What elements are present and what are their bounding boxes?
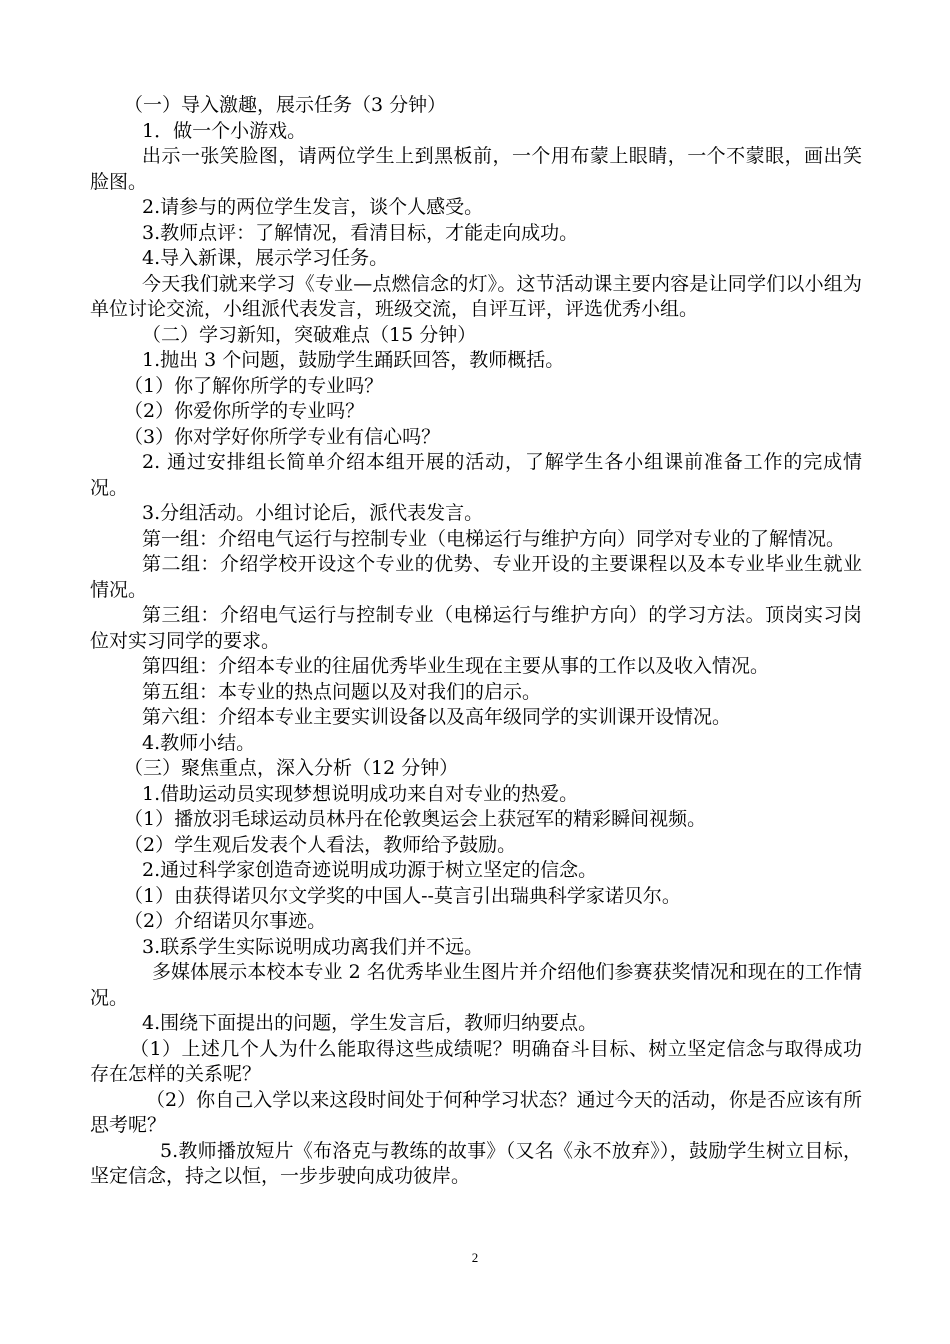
paragraph: 1．做一个小游戏。 (142, 119, 307, 142)
paragraph: 今天我们就来学习《专业—点燃信念的灯》。这节活动课主要内容是让同学们以小组为单位讨论交流，小组派代表发言，班级交流，自评互评，评选优秀小组。 (90, 272, 862, 320)
paragraph: 1.借助运动员实现梦想说明成功来自对专业的热爱。 (142, 782, 579, 805)
paragraph: 第二组：介绍学校开设这个专业的优势、专业开设的主要课程以及本专业毕业生就业情况。 (90, 553, 862, 601)
paragraph: （1）你了解你所学的专业吗？ (124, 374, 384, 397)
paragraph: （2）介绍诺贝尔事迹。 (124, 910, 327, 932)
paragraph: 2. 通过安排组长简单介绍本组开展的活动，了解学生各小组课前准备工作的完成情况。 (90, 451, 862, 499)
paragraph: 3.联系学生实际说明成功离我们并不远。 (142, 935, 484, 958)
paragraph: 1.抛出 3 个问题，鼓励学生踊跃回答，教师概括。 (142, 349, 565, 371)
paragraph: （2）你爱你所学的专业吗？ (124, 400, 365, 422)
paragraph: 3.分组活动。小组讨论后，派代表发言。 (142, 502, 484, 524)
body-text (90, 93, 862, 1190)
paragraph: 4.教师小结。 (142, 731, 256, 754)
paragraph: （三）聚焦重点，深入分析（12 分钟） (124, 757, 459, 779)
paragraph: 3.教师点评：了解情况，看清目标，才能走向成功。 (142, 221, 579, 244)
paragraph: 第六组：介绍本专业主要实训设备以及高年级同学的实训课开设情况。 (142, 706, 732, 728)
paragraph: 出示一张笑脸图，请两位学生上到黑板前，一个用布蒙上眼睛，一个不蒙眼，画出笑脸图。 (90, 145, 862, 193)
paragraph: 5.教师播放短片《布洛克与教练的故事》（又名《永不放弃》），鼓励学生树立目标，坚定信念，持之以恒，一步步驶向成功彼岸。 (90, 1139, 862, 1187)
paragraph: （一）导入激趣，展示任务（3 分钟） (124, 94, 447, 116)
paragraph: 多媒体展示本校本专业 2 名优秀毕业生图片并介绍他们参赛获奖情况和现在的工作情况。 (90, 961, 862, 1009)
paragraph: （2）学生观后发表个人看法，教师给予鼓励。 (124, 833, 517, 856)
paragraph: 第四组：介绍本专业的往届优秀毕业生现在主要从事的工作以及收入情况。 (142, 655, 770, 677)
paragraph: 2.请参与的两位学生发言，谈个人感受。 (142, 196, 484, 218)
paragraph: 2.通过科学家创造奇迹说明成功源于树立坚定的信念。 (142, 859, 598, 881)
paragraph: 4.导入新课，展示学习任务。 (142, 247, 389, 269)
paragraph: 第五组：本专业的热点问题以及对我们的启示。 (142, 680, 542, 703)
paragraph: （1）播放羽毛球运动员林丹在伦敦奥运会上获冠军的精彩瞬间视频。 (124, 808, 707, 830)
page-number: 2 (471, 1250, 479, 1265)
paragraph: （3）你对学好你所学专业有信心吗？ (124, 425, 441, 448)
paragraph: 第三组：介绍电气运行与控制专业（电梯运行与维护方向）的学习方法。顶岗实习岗位对实习同学的要求。 (90, 604, 862, 652)
paragraph: （1）上述几个人为什么能取得这些成绩呢？明确奋斗目标、树立坚定信念与取得成功存在怎样的关系呢？ (90, 1037, 862, 1085)
paragraph: （二）学习新知，突破难点（15 分钟） (142, 323, 477, 346)
paragraph: （2）你自己入学以来这段时间处于何种学习状态？通过今天的活动，你是否应该有所思考呢？ (90, 1088, 862, 1136)
paragraph: 第一组：介绍电气运行与控制专业（电梯运行与维护方向）同学对专业的了解情况。 (142, 527, 846, 550)
paragraph: （1）由获得诺贝尔文学奖的中国人--莫言引出瑞典科学家诺贝尔。 (124, 884, 681, 907)
paragraph: 4.围绕下面提出的问题，学生发言后，教师归纳要点。 (142, 1012, 598, 1034)
